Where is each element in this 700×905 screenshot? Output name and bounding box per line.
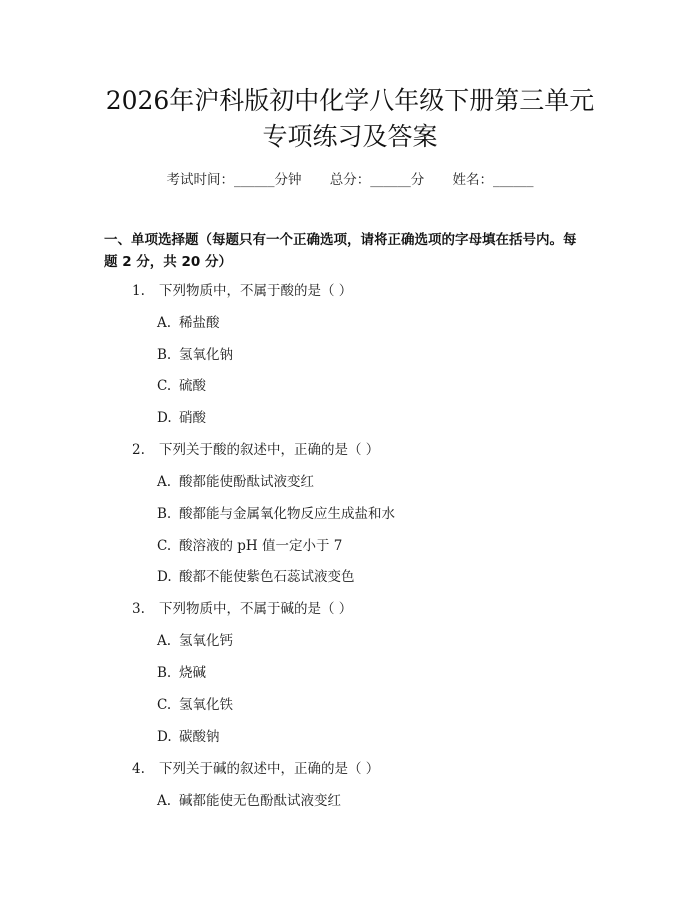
student-name-blank: ______: [493, 172, 534, 188]
question-number: 1.: [132, 283, 145, 299]
option-letter: C.: [157, 378, 172, 394]
question-2-option-b: [157, 504, 395, 524]
option-text: 酸都能与金属氧化物反应生成盐和水: [179, 506, 395, 522]
question-text: 下列物质中，不属于酸的是（ ）: [159, 283, 353, 299]
question-2-option-a: [157, 472, 314, 492]
question-3-option-d: [157, 727, 220, 747]
question-1-option-d: [157, 408, 206, 428]
total-score-field: [330, 172, 429, 188]
question-3-option-c: [157, 695, 233, 715]
question-3-option-b: [157, 663, 206, 683]
option-text: 酸溶液的 pH 值一定小于 7: [179, 538, 343, 554]
exam-info-row: [0, 168, 700, 188]
option-text: 氢氧化钙: [179, 633, 233, 649]
question-2-option-c: [157, 536, 342, 556]
question-text: 下列关于碱的叙述中，正确的是（ ）: [159, 761, 380, 777]
section-heading: [104, 229, 604, 273]
question-1-option-c: [157, 376, 206, 396]
option-letter: A.: [157, 633, 172, 649]
option-letter: A.: [157, 474, 172, 490]
option-letter: C.: [157, 697, 172, 713]
question-3-option-a: [157, 631, 233, 651]
page-title-line-2: 专项练习及答案: [262, 122, 438, 151]
option-text: 酸都能使酚酞试液变红: [179, 474, 314, 490]
option-letter: D.: [157, 569, 172, 585]
question-1: [132, 281, 352, 301]
question-3: [132, 599, 352, 619]
question-text: 下列物质中，不属于碱的是（ ）: [159, 601, 353, 617]
option-text: 氢氧化钠: [179, 347, 233, 363]
option-text: 稀盐酸: [179, 315, 220, 331]
question-4-option-a: [157, 791, 341, 811]
option-letter: A.: [157, 315, 172, 331]
option-text: 硝酸: [179, 410, 206, 426]
question-4: [132, 759, 379, 779]
exam-time-blank: ______: [233, 172, 275, 188]
option-text: 碱都能使无色酚酞试液变红: [179, 793, 341, 809]
page-title-line-1: 2026年沪科版初中化学八年级下册第三单元: [105, 86, 595, 115]
total-score-label: 总分：: [329, 172, 371, 188]
option-letter: B.: [157, 506, 172, 522]
question-text: 下列关于酸的叙述中，正确的是（ ）: [159, 442, 380, 458]
question-1-option-b: [157, 345, 233, 365]
total-score-unit: 分: [410, 172, 425, 188]
exam-time-label: 考试时间：: [166, 172, 234, 188]
option-letter: D.: [157, 729, 172, 745]
option-letter: B.: [157, 665, 172, 681]
option-text: 氢氧化铁: [179, 697, 233, 713]
section-heading-line-1: 一、单项选择题（每题只有一个正确选项，请将正确选项的字母填在括号内。每: [104, 232, 577, 248]
option-text: 硫酸: [179, 378, 206, 394]
question-2: [132, 440, 379, 460]
question-2-option-d: [157, 567, 355, 587]
option-letter: D.: [157, 410, 172, 426]
question-number: 2.: [132, 442, 145, 458]
option-text: 碳酸钠: [179, 729, 220, 745]
option-text: 酸都不能使紫色石蕊试液变色: [179, 569, 355, 585]
exam-time-field: [166, 172, 305, 188]
total-score-blank: ______: [370, 172, 411, 188]
exam-time-unit: 分钟: [274, 172, 302, 188]
option-letter: B.: [157, 347, 172, 363]
option-text: 烧碱: [179, 665, 206, 681]
question-number: 3.: [132, 601, 145, 617]
option-letter: A.: [157, 793, 172, 809]
section-heading-line-2: 题 2 分，共 20 分）: [104, 254, 232, 270]
question-1-option-a: [157, 313, 220, 333]
option-letter: C.: [157, 538, 172, 554]
question-number: 4.: [132, 761, 145, 777]
student-name-label: 姓名：: [452, 172, 494, 188]
student-name-field: [453, 172, 534, 188]
